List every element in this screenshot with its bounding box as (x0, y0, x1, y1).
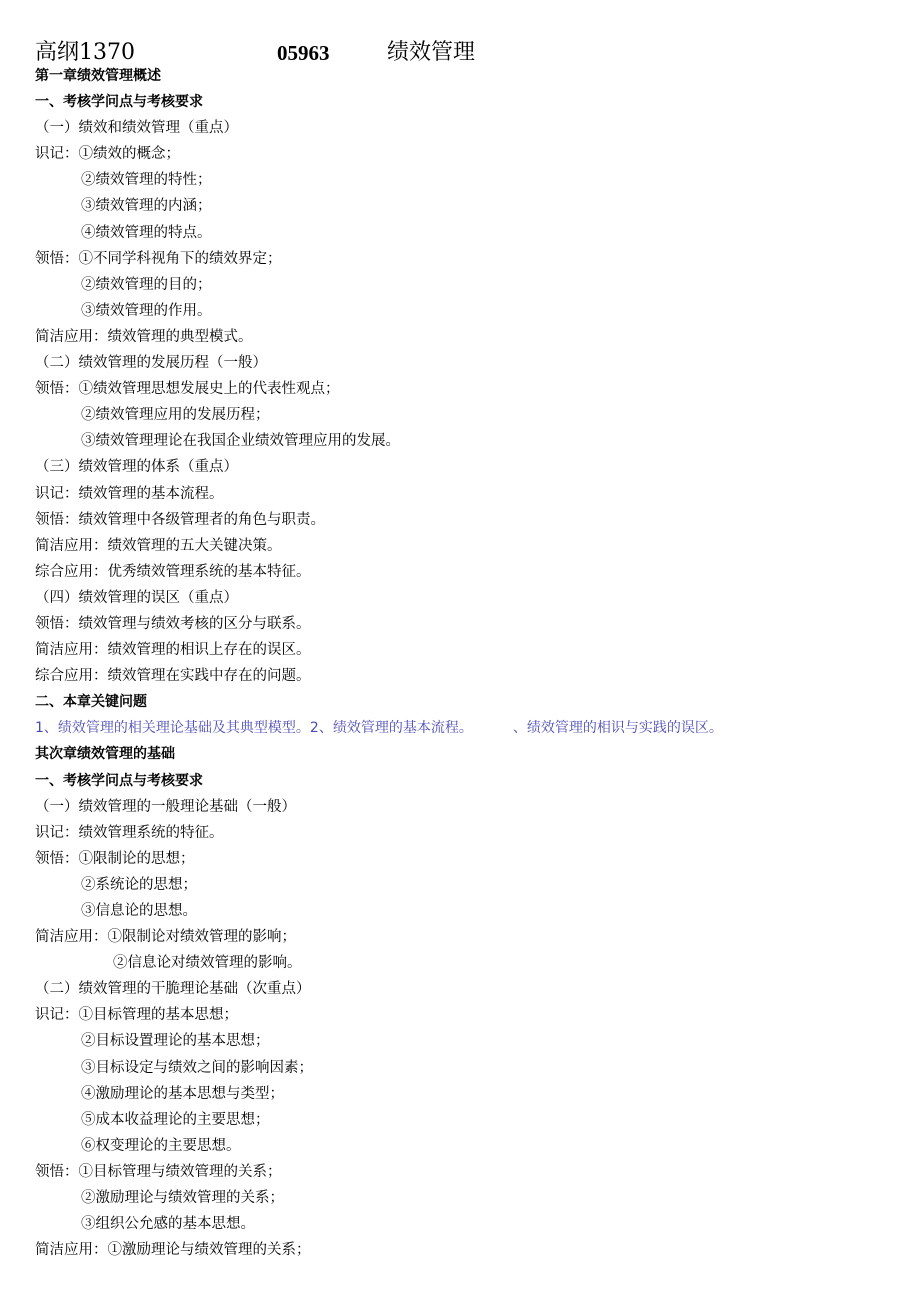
syllabus-line: 识记：①目标管理的基本思想； (35, 1007, 238, 1024)
syllabus-line: ⑥权变理论的主要思想。 (81, 1137, 241, 1154)
syllabus-line: ④激励理论的基本思想与类型； (81, 1085, 284, 1102)
course-number: 05963 (277, 41, 330, 65)
syllabus-line: 领悟：①限制论的思想； (35, 850, 195, 867)
syllabus-line: 识记：①绩效的概念； (35, 146, 180, 163)
subsection-heading: （四）绩效管理的误区（重点） (35, 589, 238, 606)
syllabus-line: ③绩效管理的内涵； (81, 198, 212, 215)
key-issue-3: 、绩效管理的相识与实践的误区。 (512, 720, 723, 737)
key-issue-2: 2、绩效管理的基本流程。 (309, 720, 473, 737)
course-title: 绩效管理 (387, 40, 476, 65)
syllabus-line: 综合应用：优秀绩效管理系统的基本特征。 (35, 563, 311, 580)
syllabus-line: 简洁应用：①激励理论与绩效管理的关系； (35, 1242, 311, 1259)
syllabus-line: 简洁应用：绩效管理的五大关键决策。 (35, 537, 282, 554)
syllabus-line: ②绩效管理的特性； (81, 172, 212, 189)
syllabus-line: 综合应用：绩效管理在实践中存在的问题。 (35, 668, 311, 685)
syllabus-line: 领悟：绩效管理中各级管理者的角色与职责。 (35, 511, 325, 528)
syllabus-line: ②绩效管理的目的； (81, 276, 212, 293)
syllabus-line: ③绩效管理的作用。 (81, 302, 212, 319)
syllabus-line: 简洁应用：绩效管理的相识上存在的误区。 (35, 642, 311, 659)
syllabus-line: 领悟：①目标管理与绩效管理的关系； (35, 1163, 282, 1180)
syllabus-line: 领悟：①绩效管理思想发展史上的代表性观点； (35, 381, 340, 398)
syllabus-line: ③信息论的思想。 (81, 903, 197, 919)
syllabus-line: 领悟：①不同学科视角下的绩效界定； (35, 250, 282, 267)
chapter-title: 第一章绩效管理概述 (35, 68, 161, 84)
syllabus-line: ⑤成本收益理论的主要思想； (81, 1111, 270, 1128)
syllabus-line: ③绩效管理理论在我国企业绩效管理应用的发展。 (81, 433, 400, 450)
syllabus-line: 识记：绩效管理的基本流程。 (35, 485, 224, 502)
syllabus-line: ③目标设定与绩效之间的影响因素； (81, 1059, 313, 1076)
chapter-title: 其次章绩效管理的基础 (35, 746, 175, 763)
syllabus-line: 领悟：绩效管理与绩效考核的区分与联系。 (35, 615, 311, 632)
syllabus-line: 识记：绩效管理系统的特征。 (35, 824, 224, 841)
syllabus-line: ③组织公允感的基本思想。 (81, 1216, 255, 1233)
syllabus-line: ②绩效管理应用的发展历程； (81, 407, 270, 424)
syllabus-line: ②目标设置理论的基本思想； (81, 1033, 270, 1050)
syllabus-line: 简洁应用：①限制论对绩效管理的影响； (35, 929, 296, 946)
subsection-heading: （一）绩效管理的一般理论基础（一般） (35, 798, 296, 815)
section-heading: 二、本章关键问题 (35, 694, 147, 711)
syllabus-line: ②信息论对绩效管理的影响。 (113, 955, 302, 972)
key-issue-1: 1、绩效管理的相关理论基础及其典型模型。 (35, 720, 310, 737)
syllabus-line: 简洁应用：绩效管理的典型模式。 (35, 328, 253, 345)
course-code: 高纲1370 (35, 40, 135, 65)
subsection-heading: （二）绩效管理的发展历程（一般） (35, 355, 267, 372)
section-heading: 一、考核学问点与考核要求 (35, 94, 203, 111)
section-heading: 一、考核学问点与考核要求 (35, 772, 203, 789)
subsection-heading: （一）绩效和绩效管理（重点） (35, 120, 238, 137)
syllabus-body (35, 63, 905, 1263)
subsection-heading: （二）绩效管理的干脆理论基础（次重点） (35, 981, 311, 998)
syllabus-line: ②系统论的思想； (81, 876, 197, 893)
syllabus-line: ②激励理论与绩效管理的关系； (81, 1190, 284, 1207)
subsection-heading: （三）绩效管理的体系（重点） (35, 459, 238, 476)
syllabus-line: ④绩效管理的特点。 (81, 224, 212, 241)
key-issues-line (35, 715, 905, 741)
